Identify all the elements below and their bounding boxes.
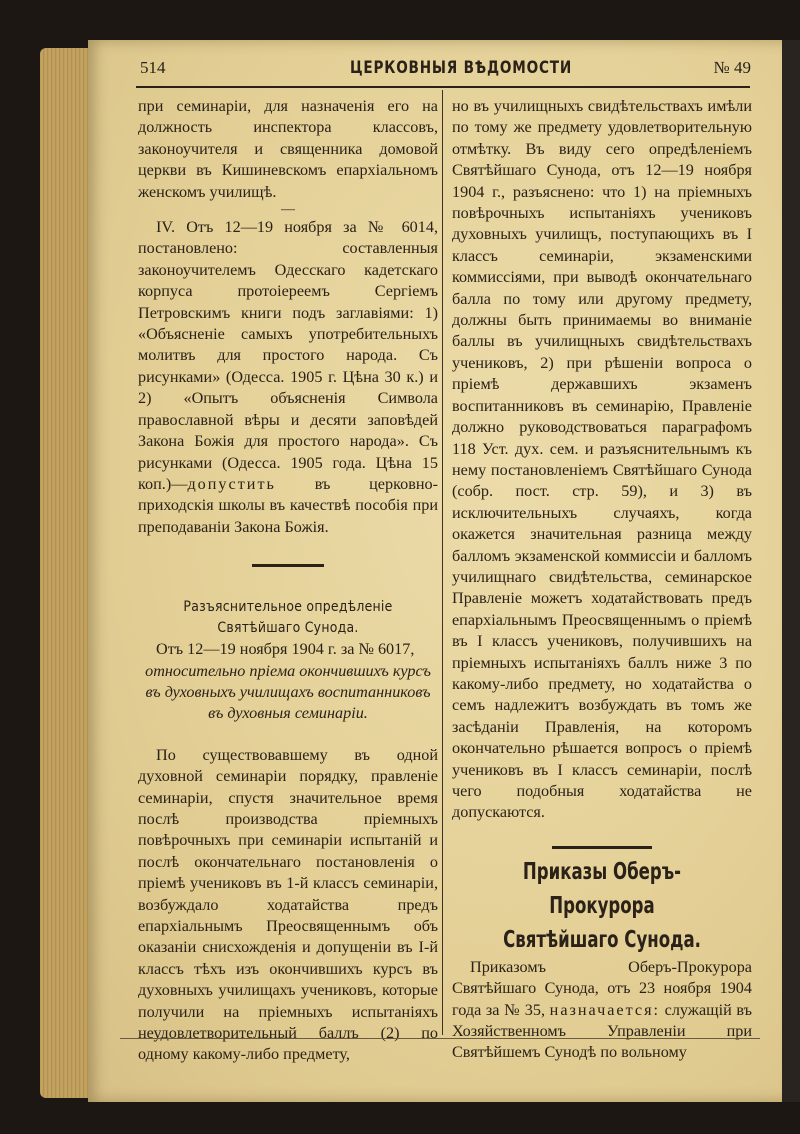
running-header	[130, 58, 755, 84]
paragraph-order-start: Приказомъ Оберъ-Прокурора Святѣйшаго Сунода, отъ 23 ноября 1904 года за № 35,	[452, 957, 752, 1019]
spaced-word: назначается:	[549, 1000, 661, 1019]
paragraph-order-end: служащій въ Хозяйственномъ Управленіи при Святѣйшемъ Сунодѣ по вольному	[452, 1000, 753, 1062]
bottom-rule	[120, 1038, 760, 1039]
paragraph: но въ училищныхъ свидѣтельствахъ имѣли по тому же предмету удовлетворительную отмѣтку. Въ виду сего опредѣленіемъ Святѣйшаго Сунода, отъ 12—19 ноября 1904 г., разъяснено: что 1) на пріемныхъ повѣрочныхъ испытаніяхъ учениковъ духовныхъ училищъ, поступающихъ въ I классъ семинаріи, экзаменскими коммиссіями, при выводѣ окончательнаго балла по тому или другому предмету, должны быть принимаемы во вниманіе баллы въ училищныхъ свидѣтельствахъ учениковъ, 2) при рѣшеніи вопроса о пріемѣ державшихъ экзаменъ воспитанниковъ въ семинарію, Правленіе должно руководствоваться параграфомъ 118 Уст. дух. сем. и разъяснительнымъ къ нему постановленіемъ Святѣйшаго Сунода (собр. пост. стр. 59), и 3) въ исключительныхъ случаяхъ, когда окажется значительная разница между балломъ экзаменской коммиссіи и балломъ училищнаго свидѣтельства, семинарское Правленіе можетъ ходатайствовать предъ епархіальнымъ Преосвященнымъ о пріемѣ въ I классъ учениковъ, получившихъ на пріемныхъ испытаніяхъ баллъ ниже 3 по какому-либо предмету, но ходатайства о семъ надлежитъ возбуждать въ томъ же засѣданіи Правленія, на которомъ окончательно рѣшается вопросъ о пріемѣ учениковъ въ I классъ семинаріи, послѣ чего подобныя ходатайства не допускаются.	[452, 97, 752, 822]
dash-separator: —	[281, 202, 295, 218]
paragraph-iv-text: IV. Отъ 12—19 ноября за № 6014, постановлено: составленныя законоучителемъ Одесскаго кадетскаго корпуса протоіереемъ Сергіемъ Петровскимъ книги подъ заглавіями: 1) «Объясненіе самыхъ употребительныхъ молитвъ для простого народа. Съ рисунками» (Одесса. 1905 г. Цѣна 30 к.) и 2) «Опытъ объясненія Символа православной вѣры и десяти заповѣдей Закона Божія для простого народа». Съ рисунками (Одесса. 1905 года. Цѣна 15 коп.)—	[138, 218, 438, 493]
issue-number: № 49	[713, 58, 751, 77]
left-column	[138, 96, 438, 1066]
paragraph: при семинаріи, для назначенія его на должность инспектора классовъ, законоучителя и священника домовой церкви въ Кишиневскомъ епархіальномъ женскомъ училищѣ.	[138, 97, 438, 201]
page-number: 514	[140, 58, 166, 77]
spacer	[138, 725, 438, 745]
section-rule	[552, 846, 652, 849]
orders-heading: Приказы Оберъ-Прокурора Святѣйшаго Сунода.	[503, 858, 701, 953]
spaced-word: допустить	[187, 474, 276, 493]
right-edge-shadow	[782, 40, 800, 1102]
italic-subject: относительно пріема окончившихъ курсъ въ духовныхъ училищахъ воспитанниковъ въ духовныя семинаріи.	[145, 661, 431, 723]
column-divider	[442, 90, 443, 1035]
paragraph-order	[452, 957, 752, 1064]
paragraph-iv-end: въ церковно-приходскія школы въ качествѣ пособія при преподаваніи Закона Божія.	[138, 474, 439, 536]
running-title: ЦЕРКОВНЫЯ ВѢДОМОСТИ	[350, 58, 573, 78]
paragraph: По существовавшему въ одной духовной семинаріи порядку, правленіе семинаріи, спустя значительное время послѣ производства пріемныхъ повѣрочныхъ при семинаріи испытаній и послѣ окончательнаго постановленія о пріемѣ учениковъ въ 1-й классъ семинаріи, возбуждало ходатайства предъ епархіальнымъ Преосвященнымъ объ оказаніи снисхожденія и допущеніи въ І-й классъ тѣхъ изъ окончившихъ курсъ въ духовныхъ училищахъ учениковъ, которые получили на пріемныхъ испытаніяхъ неудовлетворительный баллъ (2) по одному какому-либо предмету,	[138, 745, 438, 1064]
section-rule	[252, 564, 324, 567]
section-heading: Разъяснительное опредѣленіе Святѣйшаго Сунода.	[183, 599, 393, 637]
paragraph-6017	[138, 639, 438, 725]
paragraph-iv	[138, 217, 438, 538]
right-column	[452, 96, 752, 1064]
paragraph-6017-start: Отъ 12—19 ноября 1904 г. за № 6017,	[156, 640, 415, 659]
header-rule	[136, 86, 750, 88]
